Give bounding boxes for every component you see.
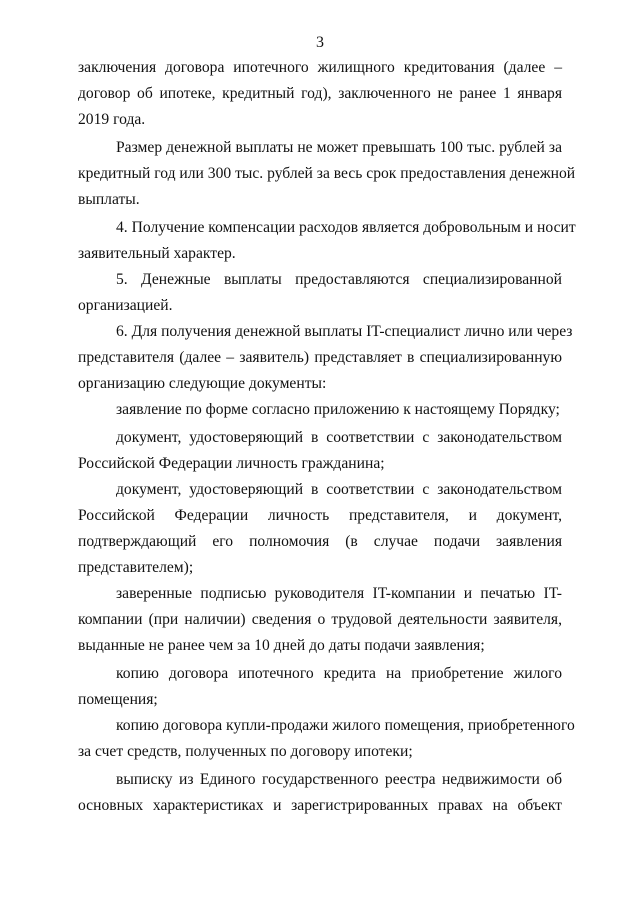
- text-line: представителя (далее – заявитель) представляет в специализированную: [78, 349, 562, 366]
- text-line: компании (при наличии) сведения о трудовой деятельности заявителя,: [78, 611, 562, 628]
- text-line: заключения договора ипотечного жилищного кредитования (далее –: [78, 59, 562, 76]
- text-line: за счет средств, полученных по договору ипотеки;: [78, 743, 413, 760]
- text-line: заверенные подписью руководителя IT-компании и печатью IT-: [116, 585, 562, 602]
- text-line: договор об ипотеке, кредитный год), заключенного не ранее 1 января: [78, 85, 562, 102]
- text-line: помещения;: [78, 691, 158, 708]
- text-line: документ, удостоверяющий в соответствии с законодательством: [116, 481, 562, 498]
- text-line: 4. Получение компенсации расходов является добровольным и носит: [116, 219, 576, 236]
- text-line: выписку из Единого государственного реестра недвижимости об: [116, 771, 562, 788]
- text-line: организацией.: [78, 297, 173, 314]
- text-line: Размер денежной выплаты не может превышать 100 тыс. рублей за: [116, 139, 562, 156]
- text-line: выплаты.: [78, 191, 140, 208]
- text-line: заявление по форме согласно приложению к настоящему Порядку;: [116, 401, 560, 418]
- text-line: заявительный характер.: [78, 245, 236, 262]
- text-line: организацию следующие документы:: [78, 375, 327, 392]
- text-line: документ, удостоверяющий в соответствии с законодательством: [116, 429, 562, 446]
- text-line: представителем);: [78, 559, 194, 576]
- text-line: 5. Денежные выплаты предоставляются специализированной: [116, 271, 562, 288]
- text-line: копию договора купли-продажи жилого помещения, приобретенного: [116, 717, 575, 734]
- text-line: Российской Федерации личность представителя, и документ,: [78, 507, 562, 524]
- page-number: 3: [316, 34, 324, 51]
- text-line: кредитный год или 300 тыс. рублей за весь срок предоставления денежной: [78, 165, 576, 182]
- text-line: 2019 года.: [78, 111, 146, 128]
- text-line: 6. Для получения денежной выплаты IT-специалист лично или через: [116, 323, 573, 340]
- text-line: копию договора ипотечного кредита на приобретение жилого: [116, 665, 562, 682]
- text-line: Российской Федерации личность гражданина;: [78, 455, 385, 472]
- text-line: выданные не ранее чем за 10 дней до даты подачи заявления;: [78, 637, 485, 654]
- text-line: подтверждающий его полномочия (в случае подачи заявления: [78, 533, 562, 550]
- text-line: основных характеристиках и зарегистрированных правах на объект: [78, 797, 562, 814]
